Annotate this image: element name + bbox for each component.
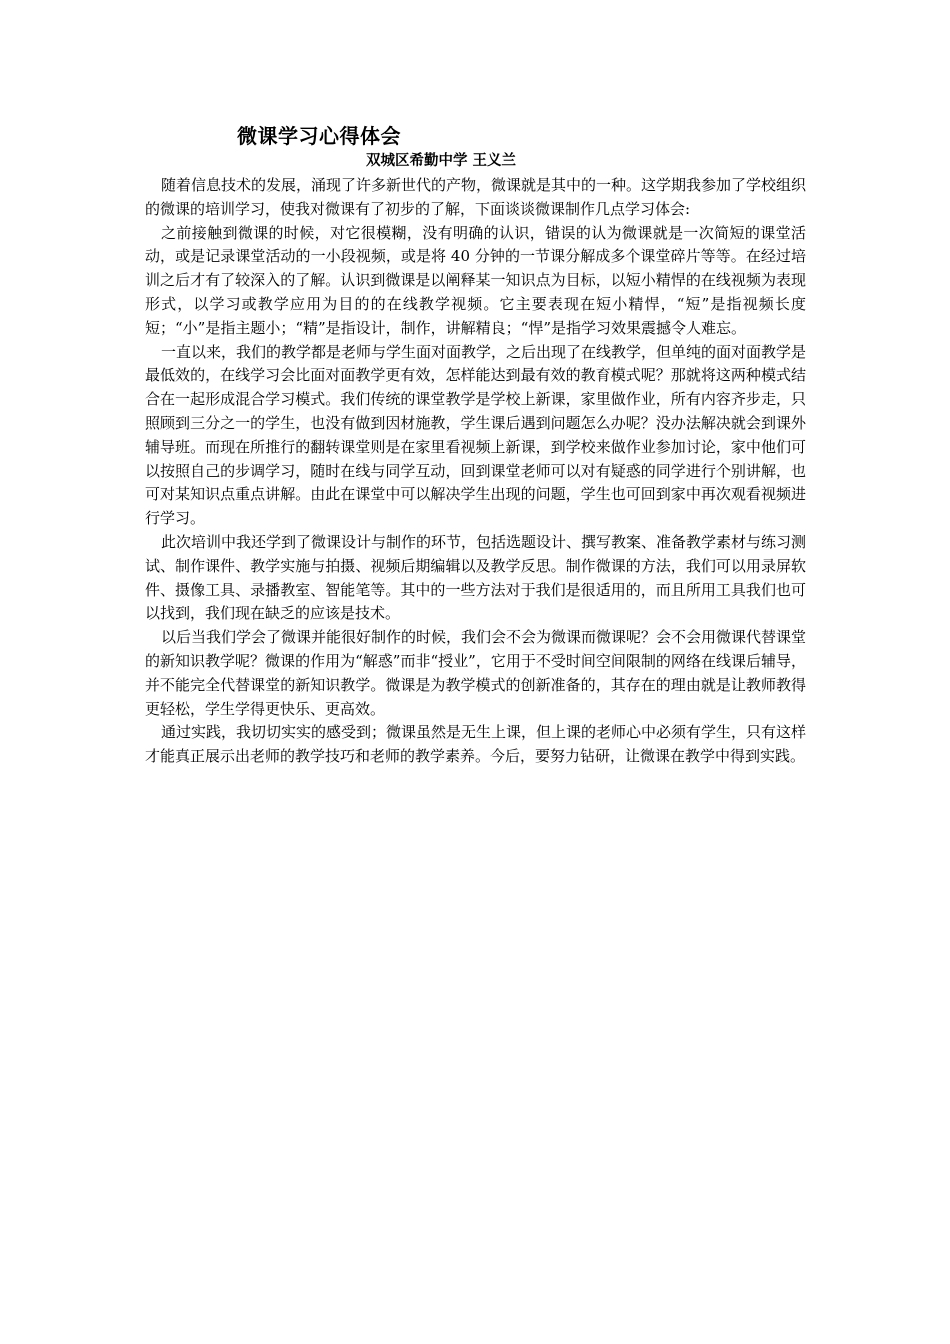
paragraph-blended-learning: 一直以来，我们的教学都是老师与学生面对面教学，之后出现了在线教学，但单纯的面对面教学是最低效的，在线学习会比面对面教学更有效，怎样能达到最有效的教育模式呢？那就将这两种模式结合在一起形成混合学习模式。我们传统的课堂教学是学校上新课，家里做作业，所有内容齐步走，只照顾到三分之一的学生，也没有做到因材施教，学生课后遇到问题怎么办呢？没办法解决就会到课外辅导班。而现在所推行的翻转课堂则是在家里看视频上新课，到学校来做作业参加讨论，家中他们可以按照自己的步调学习，随时在线与同学互动，回到课堂老师可以对有疑惑的同学进行个别讲解，也可对某知识点重点讲解。由此在课堂中可以解决学生出现的问题，学生也可回到家中再次观看视频进行学习。 bbox=[145, 342, 807, 528]
paragraph-definition: 之前接触到微课的时候，对它很模糊，没有明确的认识，错误的认为微课就是一次简短的课堂活动，或是记录课堂活动的一小段视频，或是将 40 分钟的一节课分解成多个课堂碎片等等。在经过培训之后才有了较深入的了解。认识到微课是以阐释某一知识点为目标，以短小精悍的在线视频为表现形式，以学习或教学应用为目的的在线教学视频。它主要表现在短小精悍，“短”是指视频长度短；“小”是指主题小；“精”是指设计，制作，讲解精良；“悍”是指学习效果震撼令人难忘。 bbox=[145, 223, 806, 337]
paragraph-conclusion: 通过实践，我切切实实的感受到；微课虽然是无生上课，但上课的老师心中必须有学生，只有这样才能真正展示出老师的教学技巧和老师的教学素养。今后，要努力钻研，让微课在教学中得到实践。 bbox=[145, 723, 807, 766]
paragraph-reflection: 以后当我们学会了微课并能很好制作的时候，我们会不会为微课而微课呢？会不会用微课代替课堂的新知识教学呢？微课的作用为“解惑”而非“授业”，它用于不受时间空间限制的网络在线课后辅导，并不能完全代替课堂的新知识教学。微课是为教学模式的创新准备的，其存在的理由就是让教师教得更轻松，学生学得更快乐、更高效。 bbox=[145, 628, 807, 718]
paragraph-intro: 随着信息技术的发展，涌现了许多新世代的产物，微课就是其中的一种。这学期我参加了学校组织的微课的培训学习，使我对微课有了初步的了解，下面谈谈微课制作几点学习体会: bbox=[145, 176, 807, 218]
paragraph-design-process: 此次培训中我还学到了微课设计与制作的环节，包括选题设计、撰写教案、准备教学素材与练习测试、制作课件、教学实施与拍摄、视频后期编辑以及教学反思。制作微课的方法，我们可以用录屏软件、摄像工具、录播教室、智能笔等。其中的一些方法对于我们是很适用的，而且所用工具我们也可以找到，我们现在缺乏的应该是技术。 bbox=[145, 532, 807, 623]
document-title: 微课学习心得体会 bbox=[237, 124, 401, 148]
author-byline: 双城区希勤中学 王义兰 bbox=[366, 153, 517, 169]
document-body bbox=[145, 174, 806, 769]
